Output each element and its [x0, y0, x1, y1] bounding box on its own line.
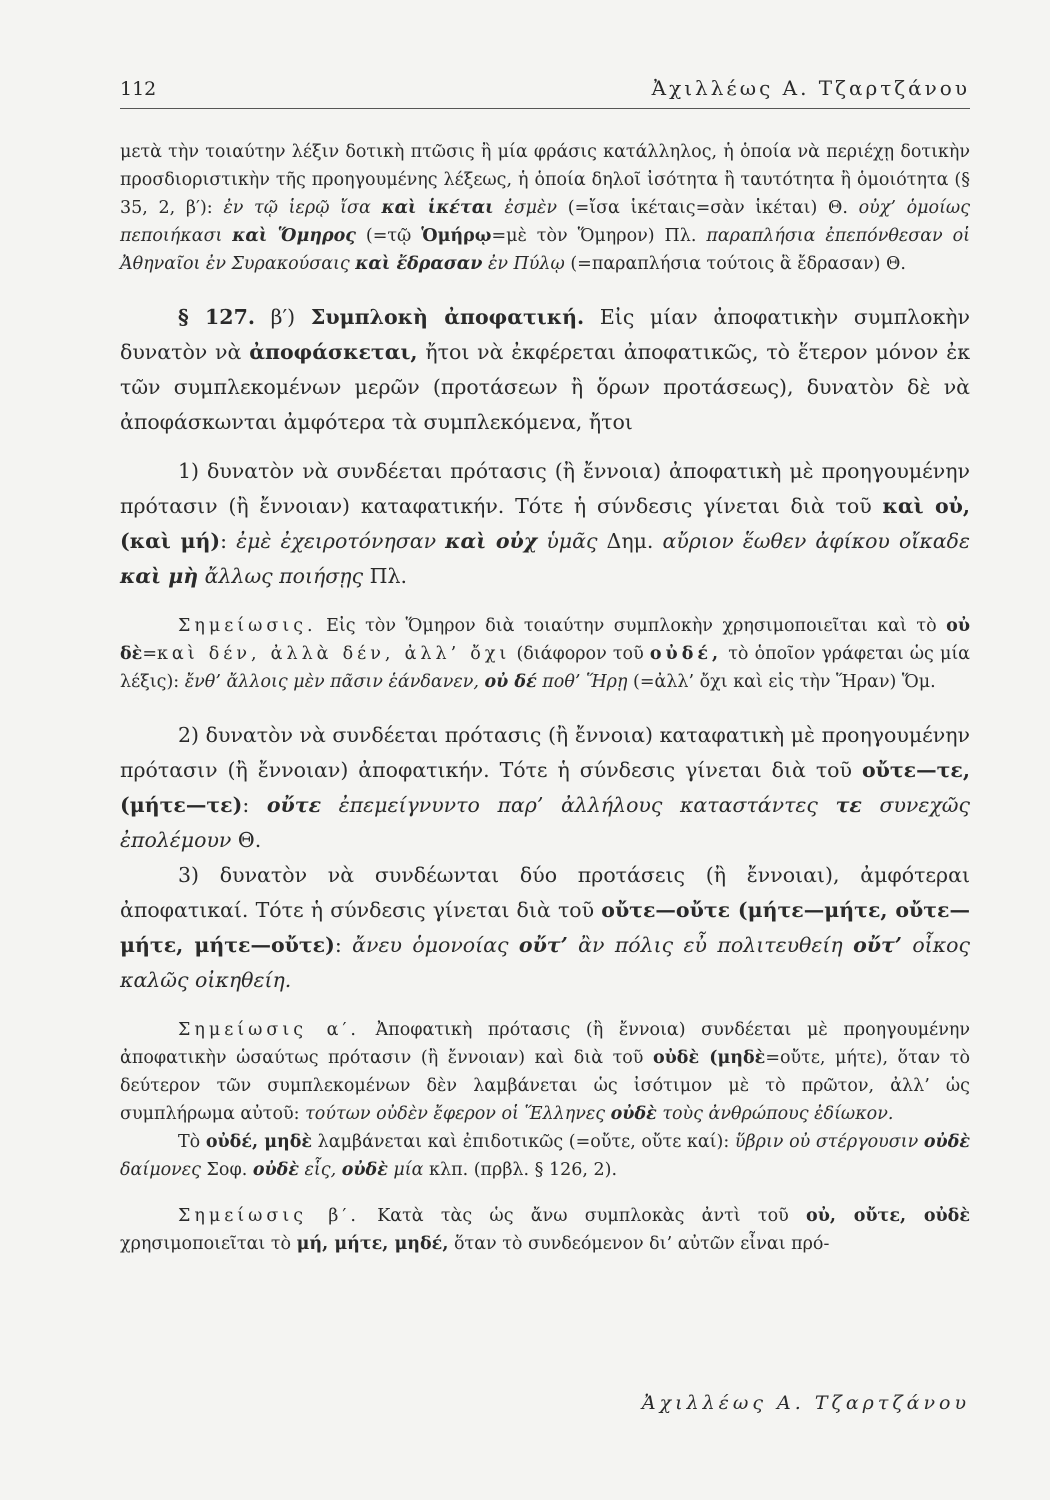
note-paragraph: Σημείωσις. Εἰς τὸν Ὅμηρον διὰ τοιαύτην συμπλοκὴν χρησιμοποιεῖται καὶ τὸ οὐ δὲ=καὶ δέν, ἀλλὰ δέν, ἀλλ’ ὄχι (διάφορον τοῦ οὐδέ, τὸ ὁποῖον γράφεται ὡς μία λέξις): ἔνθ’ ἄλλοις μὲν πᾶσιν ἑάνδανεν, οὐ δέ ποθ’ Ἥρῃ (=ἀλλ’ ὄχι καὶ εἰς τὴν Ἥραν) Ὅμ. [120, 616, 970, 692]
running-title: Ἀχιλλέως Α. Τζαρτζάνου [651, 76, 970, 100]
section-title: Συμπλοκὴ ἀποφατική. [310, 305, 585, 329]
note-label: Σημείωσις α′. [178, 1020, 360, 1040]
note-a-continuation: Τὸ οὐδέ, μηδὲ λαμβάνεται καὶ ἐπιδοτικῶς (=οὔτε, οὔτε καί): ὕβριν οὐ στέργουσιν οὐδὲ δαίμονες Σοφ. οὐδὲ εἷς, οὐδὲ μία κλπ. (πρβλ. § 126, 2). [120, 1132, 971, 1180]
header-rule [120, 108, 970, 109]
note-label: Σημείωσις. [178, 616, 317, 636]
note-b-paragraph: Σημείωσις β′. Κατὰ τὰς ὡς ἄνω συμπλοκὰς ἀντὶ τοῦ οὐ, οὔτε, οὐδὲ χρησιμοποιεῖται τὸ μή, μήτε, μηδέ, ὅταν τὸ συνδεόμενον δι’ αὐτῶν εἶναι πρό- [120, 1206, 970, 1254]
rule-2-paragraph: 2) δυνατὸν νὰ συνδέεται πρότασις (ἢ ἔννοια) καταφατικὴ μὲ προηγουμένην πρότασιν (ἢ ἔννοιαν) ἀποφατικήν. Τότε ἡ σύνδεσις γίνεται διὰ τοῦ οὔτε—τε, (μήτε—τε): οὔτε ἐπεμείγνυντο παρ’ ἀλλήλους καταστάντες τε συνεχῶς ἐπολέμουν Θ. [120, 723, 970, 852]
note-label: Σημείωσις β′. [178, 1206, 360, 1226]
footer-signature: Ἀχιλλέως Α. Τζαρτζάνου [641, 1392, 970, 1414]
section-127-paragraph: § 127. β′) Συμπλοκὴ ἀποφατική. Εἰς μίαν ἀποφατικὴν συμπλοκὴν δυνατὸν νὰ ἀποφάσκεται, ἤτοι νὰ ἐκφέρεται ἀποφατικῶς, τὸ ἕτερον μόνον ἐκ τῶν συμπλεκομένων μερῶν (προτάσεων ἢ ὅρων προτάσεως), δυνατὸν δὲ νὰ ἀποφάσκωνται ἀμφότερα τὰ συμπλεκόμενα, ἤτοι [120, 305, 971, 434]
note-a-paragraph: Σημείωσις α′. Ἀποφατικὴ πρότασις (ἢ ἔννοια) συνδέεται μὲ προηγουμένην ἀποφατικὴν ὡσαύτως πρότασιν (ἢ ἔννοιαν) καὶ διὰ τοῦ οὐδὲ (μηδὲ=οὔτε, μήτε), ὅταν τὸ δεύτερον τῶν συμπλεκομένων δὲν λαμβάνεται ὡς ἰσότιμον μὲ τὸ πρῶτον, ἀλλ’ ὡς συμπλήρωμα αὐτοῦ: τούτων οὐδὲν ἔφερον οἱ Ἕλληνες οὐδὲ τοὺς ἀνθρώπους ἐδίωκον. [120, 1020, 970, 1124]
section-number: § 127. [178, 305, 255, 329]
running-header [120, 76, 970, 100]
page-number: 112 [120, 78, 157, 100]
paragraph-continuation: μετὰ τὴν τοιαύτην λέξιν δοτικὴ πτῶσις ἢ μία φράσις κατάλληλος, ἡ ὁποία νὰ περιέχῃ δοτικὴν προσδιοριστικὴν τῆς προηγουμένης λέξεως, ἡ ὁποία δηλοῖ ἰσότητα ἢ ταυτότητα ἢ ὁμοιότητα (§ 35, 2, β′): ἐν τῷ ἱερῷ ἴσα καὶ ἱκέται ἐσμὲν (=ἴσα ἱκέταις=σὰν ἱκέται) Θ. οὐχ’ ὁμοίως πεποιήκασι καὶ Ὅμηρος (=τῷ Ὁμήρῳ=μὲ τὸν Ὅμηρον) Πλ. παραπλήσια ἐπεπόνθεσαν οἱ Ἀθηναῖοι ἐν Συρακούσαις καὶ ἔδρασαν ἐν Πύλῳ (=παραπλήσια τούτοις ἃ ἔδρασαν) Θ. [120, 142, 970, 274]
rule-1-paragraph: 1) δυνατὸν νὰ συνδέεται πρότασις (ἢ ἔννοια) ἀποφατικὴ μὲ προηγουμένην πρότασιν (ἢ ἔννοιαν) καταφατικήν. Τότε ἡ σύνδεσις γίνεται διὰ τοῦ καὶ οὐ, (καὶ μή): ἐμὲ ἐχειροτόνησαν καὶ οὐχ ὑμᾶς Δημ. αὔριον ἕωθεν ἀφίκου οἴκαδε καὶ μὴ ἄλλως ποιήσῃς Πλ. [120, 459, 971, 588]
rule-3-paragraph: 3) δυνατὸν νὰ συνδέωνται δύο προτάσεις (ἢ ἔννοιαι), ἀμφότεραι ἀποφατικαί. Τότε ἡ σύνδεσις γίνεται διὰ τοῦ οὔτε—οὔτε (μήτε—μήτε, οὔτε—μήτε, μήτε—οὔτε): ἄνευ ὁμονοίας οὔτ’ ἂν πόλις εὖ πολιτευθείη οὔτ’ οἶκος καλῶς οἰκηθείη. [120, 863, 970, 992]
page-body [120, 138, 970, 1258]
